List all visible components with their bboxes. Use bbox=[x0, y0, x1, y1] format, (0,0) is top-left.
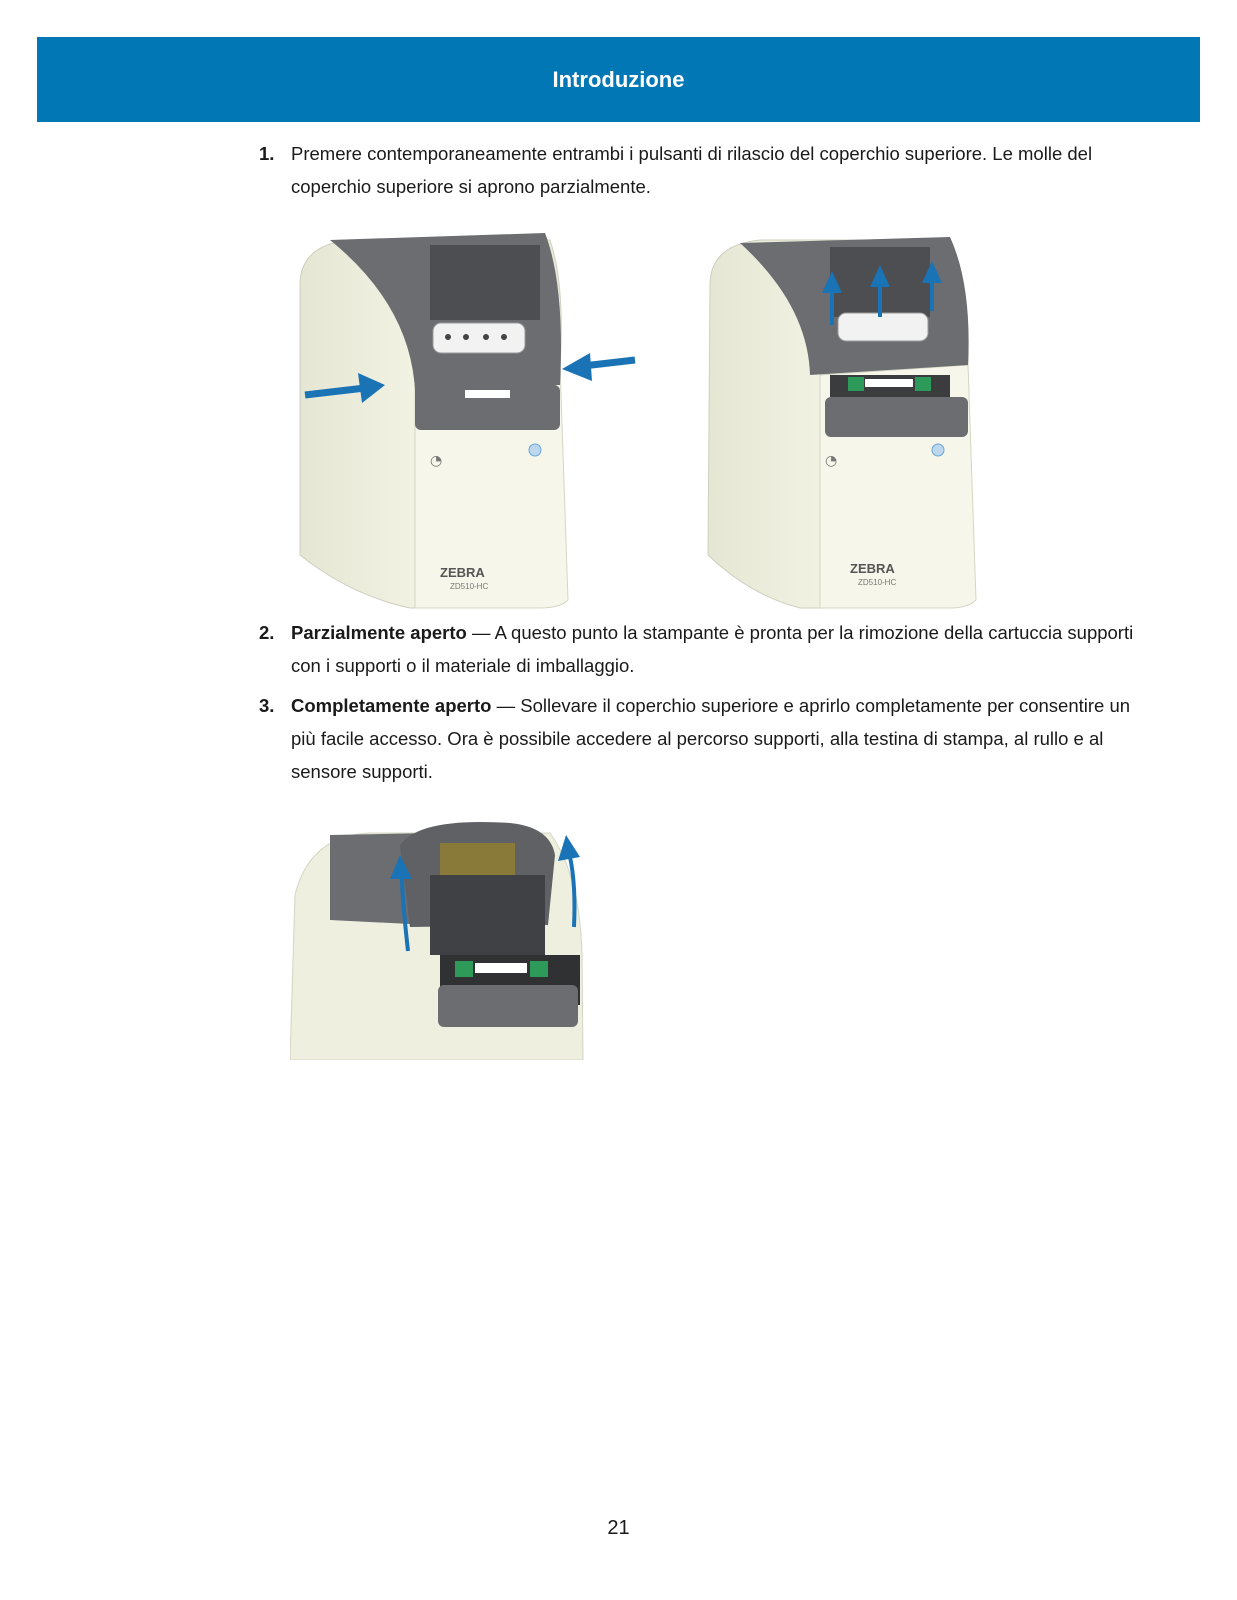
step-3 bbox=[259, 689, 1139, 788]
step-1 bbox=[259, 137, 1139, 203]
printer-closed-figure bbox=[290, 225, 650, 615]
printer-partially-open-figure bbox=[700, 225, 990, 615]
header-band bbox=[37, 37, 1200, 122]
brand-label: ZEBRA bbox=[440, 565, 485, 580]
printer-fully-open-figure bbox=[290, 815, 590, 1060]
step-text: Premere contemporaneamente entrambi i pulsanti di rilascio del coperchio superiore. Le molle del coperchio superiore si aprono parzialmente. bbox=[291, 143, 1093, 197]
arrow-press-right bbox=[562, 353, 635, 381]
step-number: 3. bbox=[259, 695, 275, 716]
step-title: Parzialmente aperto bbox=[291, 622, 467, 643]
brand-label: ZEBRA bbox=[850, 561, 895, 576]
step-number: 2. bbox=[259, 622, 275, 643]
step-text: — A questo punto la stampante è pronta per la rimozione della cartuccia supporti con i supporti o il materiale di imballaggio. bbox=[291, 622, 1134, 676]
model-label: ZD510-HC bbox=[450, 582, 489, 591]
step-text: — Sollevare il coperchio superiore e aprirlo completamente per consentire un più facile accesso. Ora è possibile accedere al percorso supporti, alla testina di stampa, al rullo e al sensore supporti. bbox=[291, 695, 1131, 782]
page-number: 21 bbox=[607, 1517, 630, 1539]
svg-text:◔: ◔ bbox=[430, 453, 443, 469]
step-number: 1. bbox=[259, 143, 275, 164]
step-title: Completamente aperto bbox=[291, 695, 492, 716]
section-title: Introduzione bbox=[552, 66, 685, 92]
model-label: ZD510-HC bbox=[858, 578, 897, 587]
svg-text:◔: ◔ bbox=[825, 453, 838, 469]
step-2 bbox=[259, 616, 1139, 682]
